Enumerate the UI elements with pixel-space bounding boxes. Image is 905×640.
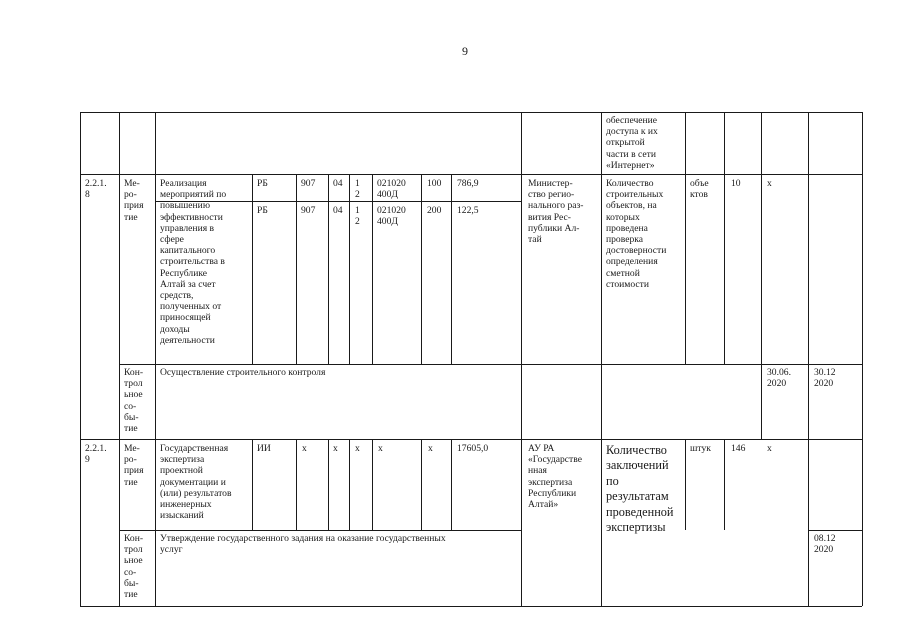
rule-col-value xyxy=(724,112,725,364)
rule-col-rz-9 xyxy=(296,439,297,530)
rule-col-csr-9 xyxy=(349,439,350,530)
rule-row-2219-top xyxy=(80,439,862,440)
row-2219-type: Ме- ро- прия тие xyxy=(124,443,144,488)
rule-control-2218-top xyxy=(119,364,862,365)
rule-col-right xyxy=(862,112,863,606)
rule-col-pr-8 xyxy=(328,174,329,364)
row-2218-line1-rz: 04 xyxy=(333,178,343,189)
rule-control-2219-top-right xyxy=(808,530,862,531)
row-2218-name: Реализация мероприятий по повышению эффективности управления в сфере капитального строительства в Республике Алтай за счет средств, полученных от приносящей доходы деятельности xyxy=(160,178,227,346)
rule-col-executor xyxy=(521,112,522,606)
row-2218-line1-vr: 100 xyxy=(427,178,442,189)
rule-col-name xyxy=(155,112,156,606)
row-2219-amount: 17605,0 xyxy=(457,443,489,454)
row-2218-mark: х xyxy=(767,178,772,189)
rule-col-amount-8 xyxy=(421,174,422,364)
control-2218-type: Кон- трол ьное со- бы- тие xyxy=(124,367,144,435)
row-2218-line1-source: РБ xyxy=(257,178,268,189)
rule-col-sum-8 xyxy=(451,174,452,364)
rule-col-date-end xyxy=(808,112,809,606)
page-number: 9 xyxy=(462,44,468,58)
row-2219-value: 146 xyxy=(731,443,746,454)
rule-col-type xyxy=(119,112,120,606)
row-2219-pr: х xyxy=(355,443,360,454)
row-2219-grbs: х xyxy=(302,443,307,454)
row-2218-number: 2.2.1. 8 xyxy=(85,178,107,201)
row-2219-number: 2.2.1. 9 xyxy=(85,443,107,466)
row-2218-type: Ме- ро- прия тие xyxy=(124,178,144,223)
rule-col-rz-8 xyxy=(296,174,297,364)
row-2218-indicator: Количество строительных объектов, на которых проведена проверка достоверности определения сметной стоимости xyxy=(606,178,667,290)
row-2219-csr: х xyxy=(378,443,383,454)
rule-col-grbs-8 xyxy=(252,174,253,364)
row-2218-line1-amount: 786,9 xyxy=(457,178,479,189)
rule-col-value-9 xyxy=(724,439,725,530)
row-2218-line2-rz: 04 xyxy=(333,205,343,216)
rule-col-grbs-9 xyxy=(252,439,253,530)
rule-col-date-start xyxy=(761,112,762,439)
control-2218-date-end: 30.12 2020 xyxy=(814,367,836,390)
row-2218-line2-source: РБ xyxy=(257,205,268,216)
row-2219-source: ИИ xyxy=(257,443,271,454)
rule-col-amount-9 xyxy=(421,439,422,530)
top-indicator-text: обеспечение доступа к их открытой части в сети «Интернет» xyxy=(606,115,658,171)
rule-col-sum-9 xyxy=(451,439,452,530)
row-2219-mark: х xyxy=(767,443,772,454)
rule-col-csr-8 xyxy=(349,174,350,364)
rule-col-indicator xyxy=(601,112,602,606)
rule-col-pr-9 xyxy=(328,439,329,530)
row-2219-name: Государственная экспертиза проектной документации и (или) результатов инженерных изысканий xyxy=(160,443,232,522)
rule-col-unit xyxy=(685,112,686,364)
rule-col-left xyxy=(80,112,81,606)
row-2219-unit: штук xyxy=(690,443,711,454)
control-2218-date-start: 30.06. 2020 xyxy=(767,367,791,390)
row-2218-executor: Министер- ство регио- нального раз- вития Рес- публики Ал- тай xyxy=(528,178,584,246)
row-2219-executor: АУ РА «Государстве нная экспертиза Республики Алтай» xyxy=(528,443,582,511)
control-2218-text: Осуществление строительного контроля xyxy=(160,367,326,378)
control-2219-type: Кон- трол ьное со- бы- тие xyxy=(124,533,144,601)
control-2219-text: Утверждение государственного задания на оказание государственных услуг xyxy=(160,533,446,556)
row-2219-indicator: Количество заключений по результатам проведенной экспертизы xyxy=(606,443,674,535)
row-2218-line2-csr: 021020 400Д xyxy=(377,205,406,228)
row-2218-line2-grbs: 907 xyxy=(301,205,316,216)
rule-row-2218-top xyxy=(80,174,862,175)
row-2218-line2-amount: 122,5 xyxy=(457,205,479,216)
rule-col-vr-9 xyxy=(372,439,373,530)
row-2218-line2-vr: 200 xyxy=(427,205,442,216)
rule-col-vr-8 xyxy=(372,174,373,364)
control-2219-date-end: 08.12 2020 xyxy=(814,533,836,556)
row-2218-value: 10 xyxy=(731,178,741,189)
rule-bottom xyxy=(80,606,862,607)
rule-control-2219-top xyxy=(119,530,522,531)
row-2219-rz: х xyxy=(333,443,338,454)
row-2219-vr: х xyxy=(428,443,433,454)
rule-top xyxy=(80,112,862,113)
row-2218-line2-pr: 1 2 xyxy=(355,205,360,228)
row-2218-unit: объе ктов xyxy=(690,178,709,201)
row-2218-line1-csr: 021020 400Д xyxy=(377,178,406,201)
row-2218-line1-pr: 1 2 xyxy=(355,178,360,201)
row-2218-line1-grbs: 907 xyxy=(301,178,316,189)
